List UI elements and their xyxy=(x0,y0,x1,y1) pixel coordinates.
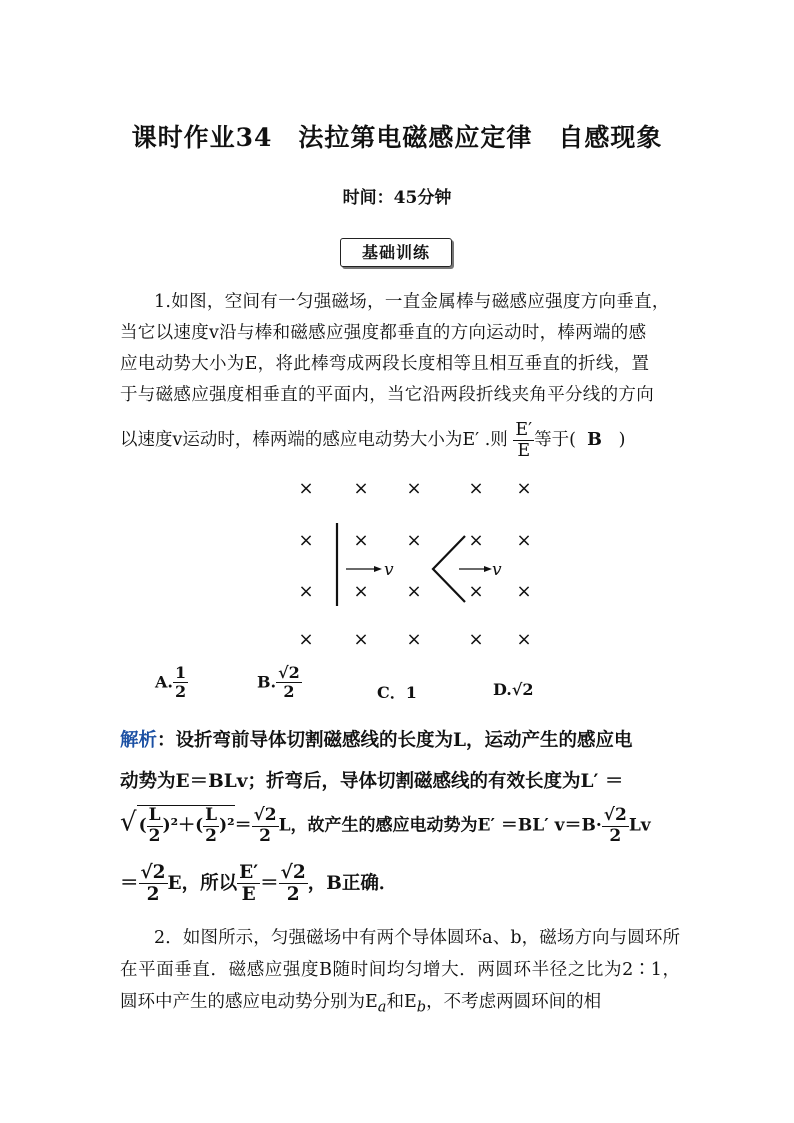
q2-text-1: 2．如图所示，匀强磁场中有两个导体圆环a、b，磁场方向与圆环所在平面垂直．磁感应强度B随时间均匀增大．两圆环半径之比为 xyxy=(120,928,680,980)
option-a-num: 1 xyxy=(174,663,187,682)
velocity-label-1: v xyxy=(384,560,394,580)
solution-l3-a: L，故产生的感应电动势为E′ ＝BL′ v＝B· xyxy=(278,815,602,836)
q1-frac-num: E′ xyxy=(515,420,533,440)
solution-line-4 xyxy=(120,862,685,906)
root2-num-2: √2 xyxy=(603,805,627,825)
option-d[interactable] xyxy=(493,680,534,699)
half-l-den-2: 2 xyxy=(205,825,218,846)
half-l-num-2: L xyxy=(205,805,218,825)
field-cross: × xyxy=(516,530,532,551)
option-c[interactable] xyxy=(377,680,417,703)
q1-line5 xyxy=(120,420,680,461)
option-a-fraction xyxy=(173,664,188,702)
field-cross: × xyxy=(516,581,532,602)
field-cross: × xyxy=(353,530,369,551)
sqrt-expression: ( $\frac{L}{2}$ )²＋( $\frac{L}{2}$ )² xyxy=(138,805,235,846)
solution-l4-c: ＝ xyxy=(260,872,279,894)
field-cross: × xyxy=(406,629,422,650)
option-d-value: √2 xyxy=(511,680,534,699)
bent-rod xyxy=(433,536,465,602)
option-b[interactable] xyxy=(257,664,302,702)
half-l-num-1: L xyxy=(148,805,161,825)
solution-line-3: √ ( $\frac{L}{2}$ )²＋( $\frac{L}{2}$ )²＝ $\frac{√2}{2}$ L，故产生的感应电动势为E′ ＝BL′ v＝B· $\frac{√2}{2}$ Lv xyxy=(120,805,651,846)
q1-line2: 当它以速度v沿与棒和磁感应强度都垂直的方向运动时，棒两端的感 xyxy=(120,323,647,343)
option-a-den: 2 xyxy=(174,682,187,702)
ratio-den: E xyxy=(241,884,256,906)
q1-line5-a: 以速度v运动时，棒两端的感应电动势大小为E′ .则 xyxy=(120,430,508,451)
solution-l4-d: ，B正确． xyxy=(307,872,398,894)
velocity-label-2: v xyxy=(492,560,502,580)
solution-line-1 xyxy=(120,726,685,752)
option-b-den: 2 xyxy=(283,682,295,702)
time-label: 时间：45分钟 xyxy=(342,188,452,208)
half-l-fraction-2 xyxy=(203,806,219,846)
q1-line4: 于与磁感应强度相垂直的平面内，当它沿两段折线夹角平分线的方向 xyxy=(120,385,654,405)
question-2 xyxy=(120,922,680,1024)
field-cross: × xyxy=(468,581,484,602)
solution-l4-b: E，所以 xyxy=(167,872,238,894)
field-cross: × xyxy=(298,478,314,499)
field-cross: × xyxy=(468,629,484,650)
velocity-arrowhead-2 xyxy=(484,566,492,572)
eq-sign: ＝ xyxy=(234,815,252,836)
root2-half-fraction-2 xyxy=(602,806,629,846)
field-cross: × xyxy=(353,478,369,499)
sq-end: )² xyxy=(219,815,235,836)
field-cross: × xyxy=(468,530,484,551)
half-l-fraction-1 xyxy=(147,806,163,846)
root2-den-4: 2 xyxy=(286,884,300,906)
root2-den-2: 2 xyxy=(609,825,622,846)
field-cross: × xyxy=(516,629,532,650)
section-tag: 基础训练 xyxy=(340,238,452,267)
option-a[interactable] xyxy=(155,664,188,702)
field-cross: × xyxy=(516,478,532,499)
ratio-fraction xyxy=(237,862,260,906)
solution-line-2 xyxy=(120,767,685,793)
question-1 xyxy=(120,287,680,411)
root2-num-4: √2 xyxy=(280,862,306,883)
option-b-fraction xyxy=(276,664,302,702)
title-part3: 自感现象 xyxy=(558,123,663,152)
field-cross: × xyxy=(353,629,369,650)
title-part2: 法拉第电磁感应定律 xyxy=(298,123,533,152)
field-cross: × xyxy=(406,478,422,499)
field-cross: × xyxy=(353,581,369,602)
q1-frac-den: E xyxy=(517,441,531,462)
option-c-label: C．1 xyxy=(377,683,417,702)
solution-l1: ：设折弯前导体切割磁感线的长度为L，运动产生的感应电 xyxy=(157,730,633,751)
q1-ratio-fraction xyxy=(513,420,534,461)
q2-sub-b: b xyxy=(416,998,427,1016)
option-d-label: D. xyxy=(493,680,512,699)
title-part1: 课时作业34 xyxy=(131,123,273,152)
q2-text-3: 和E xyxy=(386,992,417,1012)
q1-line5-b: 等于( xyxy=(534,430,576,451)
field-cross: × xyxy=(406,581,422,602)
root2-half-fraction-4 xyxy=(279,862,308,906)
q1-line1: 1.如图，空间有一匀强磁场，一直金属棒与磁感应强度方向垂直， xyxy=(154,292,670,312)
option-a-label: A. xyxy=(155,672,173,692)
field-cross: × xyxy=(298,530,314,551)
field-cross: × xyxy=(468,478,484,499)
root2-den-3: 2 xyxy=(146,884,160,906)
ratio-num: E′ xyxy=(239,862,259,883)
solution-l3-b: Lv xyxy=(628,815,651,836)
half-l-den-1: 2 xyxy=(148,825,161,846)
solution-l4-a: ＝ xyxy=(120,872,139,894)
sq-plus: )²＋( xyxy=(162,815,204,836)
field-cross: × xyxy=(406,530,422,551)
root2-den-1: 2 xyxy=(259,825,271,846)
velocity-arrowhead-1 xyxy=(374,566,382,572)
root2-num-1: √2 xyxy=(253,805,277,825)
q2-sub-a: a xyxy=(377,998,387,1016)
q1-line3: 应电动势大小为E，将此棒弯成两段长度相等且相互垂直的折线，置 xyxy=(120,354,650,374)
field-cross: × xyxy=(298,629,314,650)
root2-half-fraction-3 xyxy=(139,862,168,906)
solution-keyword: 解析 xyxy=(120,730,158,751)
option-b-label: B. xyxy=(257,672,277,692)
field-cross: × xyxy=(298,581,314,602)
option-b-num: √2 xyxy=(278,663,300,682)
q1-answer: B xyxy=(587,430,602,451)
page-title xyxy=(0,118,794,154)
root2-num-3: √2 xyxy=(140,862,166,883)
solution-l2: 动势为E＝BLv；折弯后，导体切割磁感线的有效长度为L′ ＝ xyxy=(120,771,624,792)
q2-text-4: ，不考虑两圆环间的相 xyxy=(426,992,602,1012)
q2-text-2: 2∶1，圆环中产生的感应电动势分别为E xyxy=(120,960,680,1012)
q1-line5-c: ) xyxy=(618,430,626,451)
root2-half-fraction-1 xyxy=(252,806,279,846)
